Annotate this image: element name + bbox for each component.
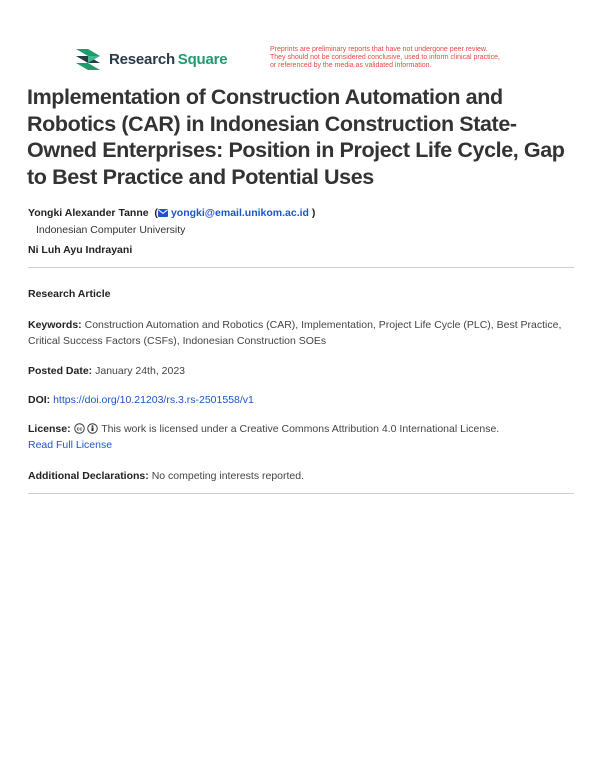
divider — [28, 267, 574, 268]
license-text: This work is licensed under a Creative Commons Attribution 4.0 International License. — [101, 423, 500, 435]
header — [74, 47, 574, 77]
doi-link[interactable]: https://doi.org/10.21203/rs.3.rs-2501558/v1 — [53, 394, 254, 406]
license — [28, 421, 568, 453]
preprint-notice — [270, 46, 550, 71]
attribution-icon — [87, 423, 98, 434]
declarations-label: Additional Declarations: — [28, 470, 149, 482]
posted-label: Posted Date: — [28, 365, 93, 377]
brand-part2: Square — [177, 50, 228, 68]
author-email: yongki@email.unikom.ac.id — [170, 207, 309, 219]
notice-line: Preprints are preliminary reports that have not undergone peer review. — [270, 46, 488, 53]
doi-label: DOI: — [28, 394, 51, 406]
divider — [28, 493, 574, 494]
additional-declarations — [28, 468, 568, 484]
brand-part1: Research — [109, 50, 175, 68]
notice-line: or referenced by the media as validated information. — [270, 62, 432, 70]
svg-text:cc: cc — [76, 426, 82, 433]
research-square-logo[interactable] — [74, 47, 227, 71]
brand-name — [109, 51, 227, 68]
read-full-license-link[interactable]: Read Full License — [28, 439, 113, 451]
author-1: Yongki Alexander Tanne ( yongki@email.unikom.ac.id ) — [28, 207, 316, 219]
declarations-value: No competing interests reported. — [151, 470, 305, 482]
envelope-icon — [158, 209, 168, 217]
doi — [28, 392, 568, 408]
author-2: Ni Luh Ayu Indrayani — [28, 244, 133, 256]
posted-value: January 24th, 2023 — [95, 365, 186, 377]
research-square-logo-icon — [74, 47, 102, 71]
license-label: License: — [28, 423, 71, 435]
article-type: Research Article — [28, 288, 111, 300]
paper-title: Implementation of Construction Automation and Robotics (CAR) in Indonesian Construction State-Owned Enterprises: Position in Project Life Cycle, Gap to Best Practice and Potential Uses — [27, 85, 565, 189]
keywords — [28, 317, 568, 349]
author-email-link[interactable] — [158, 207, 309, 219]
keywords-value: Construction Automation and Robotics (CAR), Implementation, Project Life Cycle (PLC), Best Practice, Critical Success Factors (CSFs), Indonesian Construction SOEs — [28, 319, 562, 347]
author-affiliation: Indonesian Computer University — [36, 224, 186, 236]
creative-commons-icon — [74, 423, 85, 434]
posted-date — [28, 363, 568, 379]
author-name: Yongki Alexander Tanne — [28, 207, 149, 219]
notice-line: They should not be considered conclusive, used to inform clinical practice, — [270, 54, 500, 62]
keywords-label: Keywords: — [28, 319, 82, 331]
